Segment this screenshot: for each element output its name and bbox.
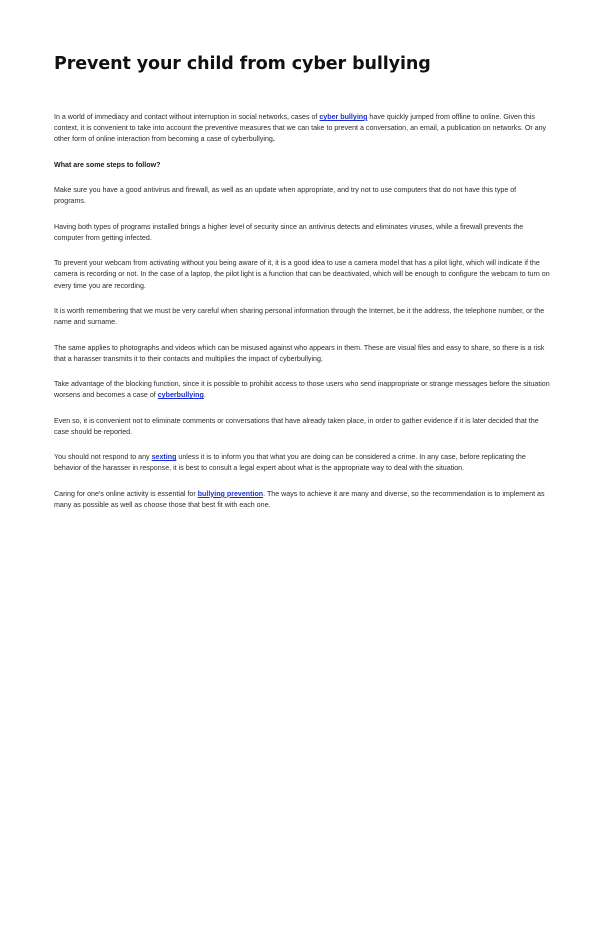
paragraph-personal-info: It is worth remembering that we must be very careful when sharing personal information through the Internet, be it the address, the telephone number, or the name and surname. (54, 306, 545, 327)
intro-period: . (272, 135, 275, 144)
conclusion-text-end: . The ways to achieve it are many and diverse, so the recommendation is to implement as many as possible as well as choose those that best fit with each one. (54, 489, 545, 509)
conclusion-text-start: Caring for one's online activity is essential for (54, 489, 198, 498)
blocking-text-end: . (203, 391, 206, 400)
paragraph-webcam: To prevent your webcam from activating without you being aware of it, it is a good idea to use a camera model that has a pilot light, which will indicate if the camera is recording or not. In the case of a laptop, the pilot light is a function that can be deactivated, which will be enough to configure the webcam to turn on every time you are recording. (54, 259, 550, 290)
paragraph-intro (54, 112, 550, 145)
paragraph-antivirus: Make sure you have a good antivirus and firewall, as well as an update when appropriate, and try not to use computers that do not have this type of programs. (54, 186, 517, 206)
bullying-prevention-link[interactable]: bullying prevention (197, 489, 264, 498)
article-body (54, 112, 550, 525)
paragraph-sexting (54, 452, 550, 474)
intro-text-end: have quickly jumped from offline to online. Given this context, it is convenient to take into account the preventive measures that we can take to prevent a conversation, an email, a publication on networks. Or any other form of online interaction from becoming a case of cyberbullying (54, 113, 547, 144)
intro-text-start: In a world of immediacy and contact without interruption in social networks, cases of (54, 113, 320, 121)
paragraph-photos: The same applies to photographs and videos which can be misused against who appears in them. These are visual files and easy to share, so there is a risk that a harasser transmits it to their contacts and multiplies the impact of cyberbullying. (54, 343, 545, 363)
sexting-text-start: You should not respond to any (54, 453, 152, 462)
paragraph-blocking (54, 379, 550, 401)
paragraph-security: Having both types of programs installed brings a higher level of security since an antivirus detects and eliminates viruses, while a firewall prevents the computer from getting infected. (54, 222, 524, 242)
sexting-link[interactable]: sexting (151, 453, 177, 462)
section-heading: What are some steps to follow? (54, 160, 161, 169)
paragraph-evidence: Even so, it is convenient not to eliminate comments or conversations that have already taken place, in order to gather evidence if it is later decided that the case should be reported. (54, 416, 539, 436)
sexting-text-end: unless it is to inform you that what you are doing can be considered a crime. In any case, before replicating the behavior of the harasser in response, it is best to consult a legal expert about what is the appropriate way to deal with the situation. (54, 453, 526, 473)
page-title: Prevent your child from cyber bullying (54, 54, 431, 74)
cyberbullying-link[interactable]: cyberbullying (157, 391, 204, 400)
paragraph-conclusion (54, 489, 550, 511)
blocking-text-start: Take advantage of the blocking function, since it is possible to prohibit access to those users who send inappropriate or strange messages before the situation worsens and becomes a case of (54, 380, 550, 400)
cyber-bullying-link[interactable]: cyber bullying (319, 113, 368, 121)
